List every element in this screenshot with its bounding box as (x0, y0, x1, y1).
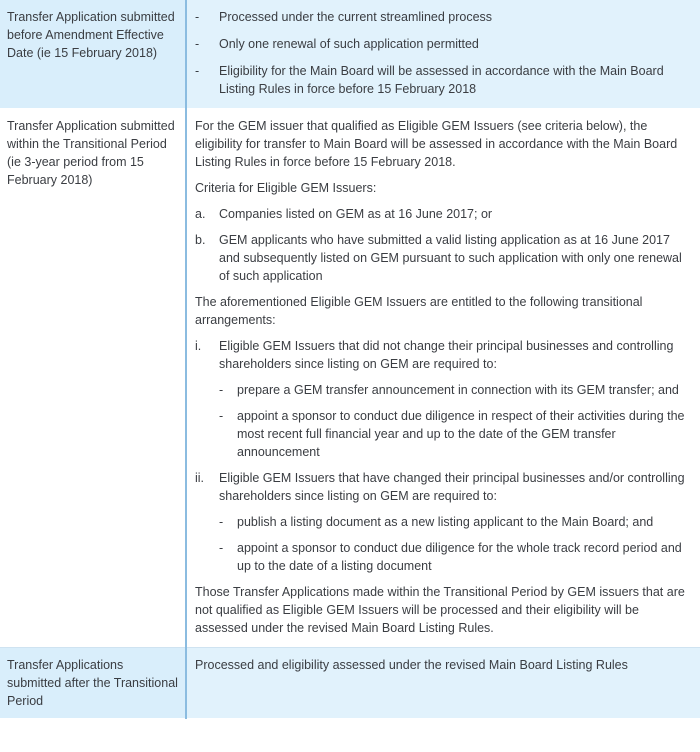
list-item: i. Eligible GEM Issuers that did not change their principal businesses and controlling shareholders since listing on GEM are required to: - prepare a GEM transfer announcement in connection with its GEM transfer; and - appoint a sponsor to conduct due diligence in respect of their activities during the most recent full financial year and up to the date of the GEM transfer announcement (195, 337, 690, 461)
row-label: Transfer Application submitted within the Transitional Period (ie 3-year period from 15 February 2018) (0, 109, 186, 648)
list-item: - Eligibility for the Main Board will be assessed in accordance with the Main Board Listing Rules in force before 15 February 2018 (195, 64, 664, 96)
row-before-amendment (0, 0, 700, 109)
list-item: - Processed under the current streamlined process (195, 10, 493, 24)
bullet-list (195, 8, 690, 98)
row-label: Transfer Applications submitted after the Transitional Period (0, 648, 186, 719)
arrangements-intro: The aforementioned Eligible GEM Issuers are entitled to the following transitional arrangements: (195, 295, 643, 327)
row-description (186, 0, 700, 109)
criteria-heading: Criteria for Eligible GEM Issuers: (195, 181, 377, 195)
row-description: Processed and eligibility assessed under the revised Main Board Listing Rules (186, 648, 700, 719)
list-item: - publish a listing document as a new listing applicant to the Main Board; and (219, 515, 654, 529)
row-transitional-period (0, 109, 700, 648)
list-item: a. Companies listed on GEM as at 16 June 2017; or (195, 207, 493, 221)
closing-paragraph: Those Transfer Applications made within the Transitional Period by GEM issuers that are not qualified as Eligible GEM Issuers will be processed and their eligibility will be assessed under the revised Main Board Listing Rules. (195, 585, 685, 635)
sub-list (219, 381, 690, 461)
list-item: - appoint a sponsor to conduct due diligence for the whole track record period and up to the date of a listing document (219, 541, 682, 573)
arrangements-list (195, 337, 690, 575)
row-after-transitional (0, 648, 700, 719)
sub-list (219, 513, 690, 575)
list-item: - appoint a sponsor to conduct due diligence in respect of their activities during the most recent full financial year and up to the date of the GEM transfer announcement (219, 409, 685, 459)
list-item: - Only one renewal of such application permitted (195, 37, 479, 51)
list-item: - prepare a GEM transfer announcement in connection with its GEM transfer; and (219, 383, 679, 397)
list-item: ii. Eligible GEM Issuers that have changed their principal businesses and/or controlling shareholders since listing on GEM are required to: - publish a listing document as a new listing applicant to the Main Board; and - appoint a sponsor to conduct due diligence for the whole track record period and up to the date of a listing document (195, 469, 690, 575)
criteria-list (195, 205, 690, 285)
row-description (186, 109, 700, 648)
list-item: b. GEM applicants who have submitted a valid listing application as at 16 June 2017 and subsequently listed on GEM pursuant to such application with only one renewal of such application (195, 233, 682, 283)
row-label: Transfer Application submitted before Amendment Effective Date (ie 15 February 2018) (0, 0, 186, 109)
intro-paragraph: For the GEM issuer that qualified as Eligible GEM Issuers (see criteria below), the eligibility for transfer to Main Board will be assessed in accordance with the Main Board Listing Rules in force before 15 February 2018. (195, 119, 678, 169)
